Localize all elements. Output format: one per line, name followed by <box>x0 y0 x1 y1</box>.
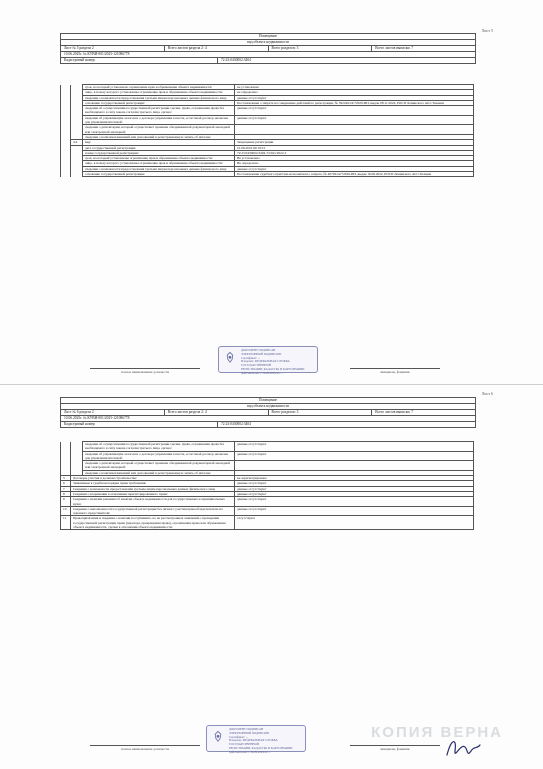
row-value: данные отсутствуют <box>235 442 474 452</box>
stamp-line: РЕГИСТРАЦИИ, КАДАСТРА И КАРТОГРАФИИ <box>241 366 305 371</box>
stamp-line: Действителен: с 26.09.2024 по ... <box>229 749 271 754</box>
row-value: Не определено <box>235 161 474 166</box>
sheet-info-cell: Всего листов выписки: 7 <box>375 46 414 50</box>
encumbrance-table <box>60 441 474 530</box>
page-header <box>60 397 476 428</box>
row-label: срок, на который установлены ограничение прав и обременение объекта недвижимости: <box>83 156 235 161</box>
table-row <box>61 506 474 516</box>
row-value: данные отсутствуют <box>235 451 474 461</box>
row-subsection <box>71 442 83 452</box>
signature-initials-label: инициалы, фамилия <box>350 368 440 374</box>
row-value: данные отсутствуют <box>235 115 474 125</box>
row-value <box>235 125 474 135</box>
row-number: 10 <box>61 506 71 516</box>
row-subsection <box>71 172 83 177</box>
stamp-line: ДОКУМЕНТ ПОДПИСАН <box>241 348 276 352</box>
row-label: сведения о депозитарии, который осуществляет хранение обездвиженной документарной закладной или электронной закладной: <box>83 461 235 471</box>
stamp-line: Действителен: с 26.09.2024 по ... <box>241 370 283 375</box>
row-value: Постановление судебного пристава-исполнителя о запрете, № 40729/22/72029-ИП, выдан 16.09.2022, РОСП Ленинского АО г.Тюмени <box>235 172 474 177</box>
electronic-signature-stamp <box>206 725 306 752</box>
stamp-line: Сертификат: ... <box>241 355 261 360</box>
stamp-line: ДОКУМЕНТ ПОДПИСАН <box>229 727 264 731</box>
row-value: 72:23:0430002:3404-72/041/2022-2 <box>235 150 474 155</box>
row-subsection <box>71 125 83 135</box>
row-label: сведения о наличии изменений или дополнений в регистрационную запись об ипотеке: <box>83 470 235 475</box>
row-number: 8 <box>61 491 71 496</box>
row-label: основание государственной регистрации: <box>83 172 235 177</box>
row-label: сведения о возможности предоставления третьим лицам персональных данных физического лица <box>83 95 235 100</box>
row-number <box>61 125 71 135</box>
row-subsection <box>71 115 83 125</box>
table-row <box>61 461 474 471</box>
row-label: сведения о депозитарии, который осуществляет хранение обездвиженной документарной закладной или электронной закладной: <box>83 125 235 135</box>
signature-initials-label: инициалы, фамилия <box>350 745 440 751</box>
row-number: 5 <box>61 476 71 481</box>
row-number: 7 <box>61 486 71 491</box>
date-number: 10.06.2025г. № КУВИ-001/2025-121086778 <box>64 52 130 56</box>
row-label: сведения об осуществлении государственной регистрации сделки, права, ограничения права без необходимого в силу закона согласия третьего лица, органа: <box>83 106 235 116</box>
row-label: сведения о наличии изменений или дополнений в регистрационную запись об ипотеке: <box>83 134 235 139</box>
emblem-icon <box>211 730 225 744</box>
row-label: Сведения о наличии решения об изъятии объекта недвижимости для государственных и муниципальных нужд: <box>71 497 235 507</box>
handwritten-signature-icon <box>443 733 483 763</box>
date-number: 10.06.2025г. № КУВИ-001/2025-121086778 <box>64 416 130 420</box>
stamp-line: Владелец: ФЕДЕРАЛЬНАЯ СЛУЖБА ГОСУДАРСТВЕННОЙ <box>241 359 290 368</box>
row-value: данные отсутствуют <box>235 95 474 100</box>
row-number: 6 <box>61 481 71 486</box>
row-label: сведения об осуществлении государственной регистрации сделки, права, ограничения права без необходимого в силу закона согласия третьего лица, органа: <box>83 442 235 452</box>
row-label: Правопритязания и сведения о наличии поступивших, но не рассмотренных заявлений о проведении государственной регистрации права (перехода, прекращения права), ограничения права или обременения объекта недвижимости, сделки в отношении объекта недвижимости: <box>71 516 235 530</box>
object-type: вид объекта недвижимости <box>247 404 289 408</box>
object-type: вид объекта недвижимости <box>247 40 289 44</box>
row-label: вид: <box>83 140 235 145</box>
row-value: Запрещение регистрации <box>235 140 474 145</box>
encumbrance-table <box>60 84 474 177</box>
row-label: основание государственной регистрации: <box>83 100 235 105</box>
sheet-info-cell: Всего разделов: 3 <box>269 46 373 51</box>
sheet-info-cell: Всего листов раздела 2: 4 <box>165 410 269 415</box>
copy-verified-mark: КОПИЯ ВЕРНА <box>371 724 503 741</box>
document-page-1 <box>0 0 543 384</box>
row-subsection <box>71 451 83 461</box>
row-value: данные отсутствуют <box>235 491 474 496</box>
row-value: данные отсутствуют <box>235 506 474 516</box>
table-row <box>61 442 474 452</box>
row-subsection: 4.4 <box>71 140 83 145</box>
sheet-info-cell: Всего листов выписки: 7 <box>375 410 414 414</box>
row-value: не установлено <box>235 85 474 90</box>
row-number: 11 <box>61 516 71 530</box>
row-label: дата государственной регистрации: <box>83 145 235 150</box>
table-row <box>61 115 474 125</box>
row-number <box>61 461 71 471</box>
signature-position-label: полное наименование должности <box>90 368 200 374</box>
stamp-line: ЭЛЕКТРОННОЙ ПОДПИСЬЮ <box>241 351 282 356</box>
table-row <box>61 516 474 530</box>
row-value: не зарегистрировано <box>235 476 474 481</box>
page-header <box>60 33 476 64</box>
stamp-line: РЕГИСТРАЦИИ, КАДАСТРА И КАРТОГРАФИИ <box>229 745 293 750</box>
row-label: сведения о возможности предоставления третьим лицам персональных данных физического лица <box>83 166 235 171</box>
row-value: Не установлено <box>235 156 474 161</box>
stamp-line: Владелец: ФЕДЕРАЛЬНАЯ СЛУЖБА ГОСУДАРСТВЕННОЙ <box>229 738 278 747</box>
cadastral-value: 72:23:0430002:3404 <box>221 422 251 426</box>
sheet-info-cell: Лист № 6 раздела 2 <box>61 410 165 415</box>
row-subsection <box>71 461 83 471</box>
table-row <box>61 172 474 177</box>
table-row <box>61 100 474 105</box>
row-value: отсутствуют <box>235 516 474 530</box>
row-label: сведения об управляющем залогом и о договоре управления залогом, если такой договор заключен для управления ипотекой: <box>83 451 235 461</box>
emblem-icon <box>223 351 237 365</box>
cadastral-value: 72:23:0430002:3404 <box>221 58 251 62</box>
row-value: данные отсутствуют <box>235 166 474 171</box>
signature-position-label: полное наименование должности <box>90 745 200 751</box>
row-number <box>61 442 71 452</box>
row-label: лицо, в пользу которого установлены ограничение прав и обременение объекта недвижимости: <box>83 90 235 95</box>
table-row <box>61 106 474 116</box>
row-label: лицо, в пользу которого установлены ограничение прав и обременение объекта недвижимости: <box>83 161 235 166</box>
row-number <box>61 451 71 461</box>
row-label: срок, на который установлено ограничение прав и обременение объекта недвижимости: <box>83 85 235 90</box>
row-value: данные отсутствуют <box>235 106 474 116</box>
cadastral-label: Кадастровый номер: <box>61 422 218 427</box>
page-number: Лист 6 <box>481 391 493 396</box>
stamp-line: Сертификат: ... <box>229 734 249 739</box>
row-label: номер государственной регистрации: <box>83 150 235 155</box>
row-label: Заявленные в судебном порядке права требования: <box>71 481 235 486</box>
electronic-signature-stamp <box>218 346 318 373</box>
sheet-info-cell: Лист № 5 раздела 2 <box>61 46 165 51</box>
page-number: Лист 5 <box>481 28 493 33</box>
object-title: Помещение <box>259 34 277 38</box>
cadastral-label: Кадастровый номер: <box>61 58 218 63</box>
stamp-line: ЭЛЕКТРОННОЙ ПОДПИСЬЮ <box>229 730 270 735</box>
row-number: 9 <box>61 497 71 507</box>
row-value: данные отсутствуют <box>235 486 474 491</box>
row-number <box>61 172 71 177</box>
table-row <box>61 451 474 461</box>
cadastral-row <box>61 422 475 427</box>
document-page-2 <box>0 384 543 769</box>
row-value: данные отсутствуют <box>235 497 474 507</box>
table-row <box>61 125 474 135</box>
row-subsection <box>71 106 83 116</box>
cadastral-row <box>61 58 475 63</box>
sheet-info-cell: Всего разделов: 3 <box>269 410 373 415</box>
table-row <box>61 497 474 507</box>
row-value: Постановление о запрете на совершение действий по регистрации, № 392246/24/72029-ИП, выдан 08.11.2024, РОСП Ленинского АО г.Тюмени <box>235 100 474 105</box>
row-label: Договоры участия в долевом строительстве: <box>71 476 235 481</box>
row-value: данные отсутствуют <box>235 481 474 486</box>
object-title: Помещение <box>259 398 277 402</box>
row-value <box>235 461 474 471</box>
row-value: не определено <box>235 90 474 95</box>
row-label: Сведения о возможности предоставления третьим лицам персональных данных физического лица <box>71 486 235 491</box>
row-number <box>61 115 71 125</box>
row-number <box>61 106 71 116</box>
row-label: сведения об управляющем залогом и о договоре управления залогом, если такой договор заключен для управления ипотекой: <box>83 115 235 125</box>
row-value: 21.09.2022 09:19:15 <box>235 145 474 150</box>
sheet-info-cell: Всего листов раздела 2: 4 <box>165 46 269 51</box>
row-label: Сведения о невозможности государственной регистрации без личного участия правообладателя или его законного представителя: <box>71 506 235 516</box>
row-label: Сведения о возражении в отношении зарегистрированного права: <box>71 491 235 496</box>
